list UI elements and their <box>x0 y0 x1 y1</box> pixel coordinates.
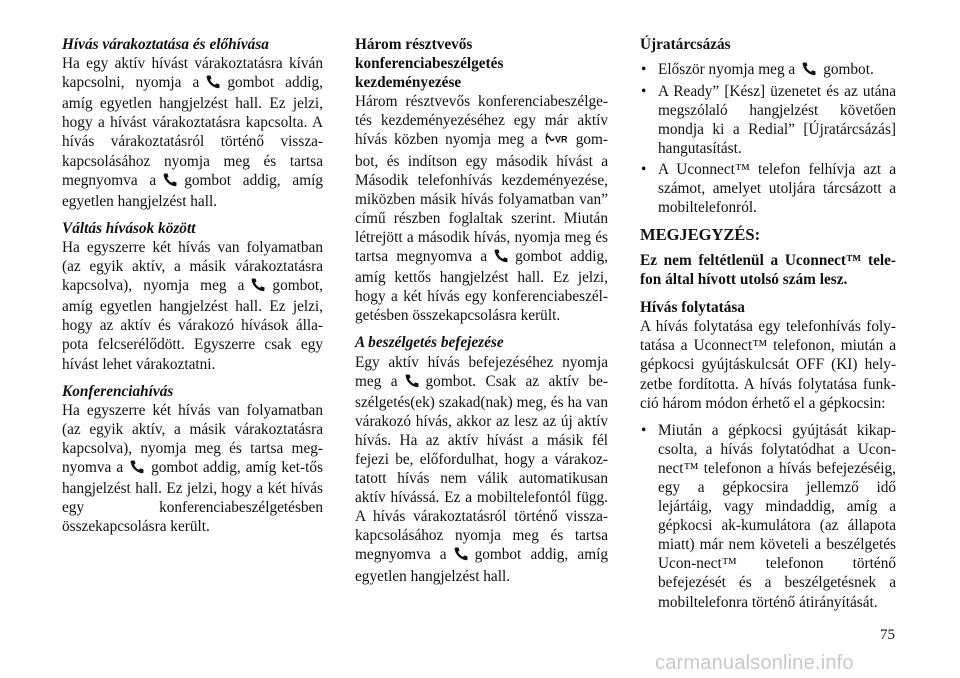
end-call-text-2: gombot. Csak az aktív be-szélgetés(ek) szakad(nak) meg, és ha van várakozó hívás, akkor az lesz az új aktív hívás. Ha az aktív hívást a másik fél fejezi be, előfordulhat, hogy a várakoz-tatott hívás nem válik automatikusan aktív hívássá. Ez a mobiltelefontól függ. A hívás várakoztatásról történő vissza-kapcsolásához nyomja meg és tartsa megnyomva a <box>355 372 608 564</box>
svg-text:VR: VR <box>554 134 568 145</box>
bullet: • <box>641 61 647 79</box>
phone-icon <box>801 61 817 81</box>
switch-section <box>62 219 323 374</box>
three-party-section <box>355 35 608 325</box>
phone-icon <box>162 172 178 192</box>
column-1 <box>62 35 323 544</box>
hold-text-3: gombot addig, amíg egyetlen hangjelzést hall. <box>62 171 323 210</box>
phone-icon <box>453 546 469 566</box>
list-item <box>640 60 896 81</box>
continue-section <box>640 298 896 413</box>
end-call-text-1: Egy aktív hívás befejezéséhez nyomja meg a <box>355 353 608 390</box>
redial-list <box>640 60 896 217</box>
phone-icon <box>205 74 221 94</box>
hold-text-2: gombot addig, amíg egyetlen hangjelzést hall. Ez jelzi, hogy a hívást várakoztatásra kapcsolta. A hívás várakoztatásról történő vissza-kapcsolásához nyomja meg és tartsa megnyomva a <box>62 74 323 189</box>
phone-icon <box>129 459 145 479</box>
continue-list <box>640 421 896 612</box>
column-2 <box>355 35 608 594</box>
conference-text-1: Ha egyszerre két hívás van folyamatban (az egyik aktív, a másik várakoztatásra kapcsolva), nyomja meg és tartsa meg-nyomva a <box>62 401 323 476</box>
switch-text-2: gombot, amíg egyetlen hangjelzést hall. Ez jelzi, hogy az aktív és várakozó hívások álla-pota felcserélődött. Egyszerre csak egy hívást lehet várakoztatni. <box>62 277 323 373</box>
end-call-section <box>355 333 608 585</box>
three-party-text-2: gom-bot, és indítson egy második hívást a Második telefonhívás kezdeményezése, miközben másik hívás folyamatban van” című részben foglaltak szerint. Miután létrejött a második hívás, nyomja meg és tartsa megnyomva a <box>355 131 608 266</box>
note-label: MEGJEGYZÉS: <box>640 224 761 244</box>
conference-heading: Konferenciahívás <box>62 382 174 400</box>
end-call-heading: A beszélgetés befejezése <box>355 334 504 352</box>
three-party-text-3: gombot addig, amíg kettős hangjelzést hall. Ez jelzi, hogy a két hívás egy konferenciabeszél-getésben összekapcsolásra került. <box>355 248 608 325</box>
three-party-heading: Három résztvevős konferenciabeszélgetés kezdeményezése <box>355 36 504 92</box>
hold-text-1: Ha egy aktív hívást várakoztatásra kíván kapcsolni, nyomja a <box>62 55 323 92</box>
three-party-text-1: Három résztvevős konferenciabeszélge-tés kezdeményezéséhez egy már aktív hívás közben nyomja meg a <box>355 93 608 149</box>
switch-heading: Váltás hívások között <box>62 219 196 237</box>
switch-text-1: Ha egyszerre két hívás van folyamatban (az egyik aktív, a másik várakoztatásra kapcsolva), nyomja meg a <box>62 238 323 295</box>
conference-text-2: gombot addig, amíg ket-tős hangjelzést hall. Ez jelzi, hogy a két hívás egy konferenciabeszélgetésben összekapcsolásra került. <box>62 458 323 536</box>
continue-heading: Hívás folytatása <box>640 299 745 317</box>
watermark: carmanualsonline.info <box>655 652 854 674</box>
hold-section <box>62 35 323 211</box>
continue-item-1: Miután a gépkocsi gyújtását kikap-csolta, a hívás folytatódhat a Ucon-nect™ telefonon a hívás befejezéséig, egy a gépkocsira jellemző idő lejártáig, vagy mindaddig, amíg a gépkocsi ak-kumulátora (az állapota miatt) már nem követeli a beszélgetés Ucon-nect™ telefonon történő befejezését és a beszélgetésnek a mobiltelefonra történő átirányítását. <box>658 421 896 611</box>
phone-icon <box>250 277 266 297</box>
list-item <box>640 421 896 612</box>
page-number: 75 <box>880 627 895 643</box>
list-item <box>640 82 896 158</box>
hold-heading: Hívás várakoztatása és előhívása <box>62 36 269 53</box>
bullet: • <box>641 421 647 439</box>
end-call-text-3: gombot addig, amíg egyetlen hangjelzést hall. <box>355 546 608 585</box>
voice-recognition-icon <box>544 131 570 151</box>
redial-item-2: A Ready” [Kész] üzenetet és az utána megszólaló hangjelzést követően mondja ki a Redial” [Újratárcsázás] hangutasítást. <box>658 83 896 158</box>
continue-text: A hívás folytatása egy telefonhívás foly-tatása a Uconnect™ telefonon, miután a gépkocsi gyújtáskulcsát OFF (KI) hely-zetbe fordította. A hívás folytatása funk-ció három módon érhető el a gépkocsin: <box>640 318 896 412</box>
phone-icon <box>493 248 509 268</box>
bullet: • <box>641 83 647 101</box>
redial-item-1-before: Először nyomja meg a <box>658 61 796 79</box>
column-3 <box>640 35 896 620</box>
redial-heading: Újratárcsázás <box>640 36 731 53</box>
list-item <box>640 160 896 217</box>
conference-section <box>62 382 323 537</box>
note-text: Ez nem feltétlenül a Uconnect™ tele-fon által hívott utolsó szám lesz. <box>640 251 896 289</box>
redial-item-3: A Uconnect™ telefon felhívja azt a számot, amelyet utoljára tárcsázott a mobiltelefonról. <box>658 160 896 216</box>
redial-item-1-after: gombot. <box>823 61 874 79</box>
phone-icon <box>404 373 420 393</box>
bullet: • <box>641 160 647 178</box>
